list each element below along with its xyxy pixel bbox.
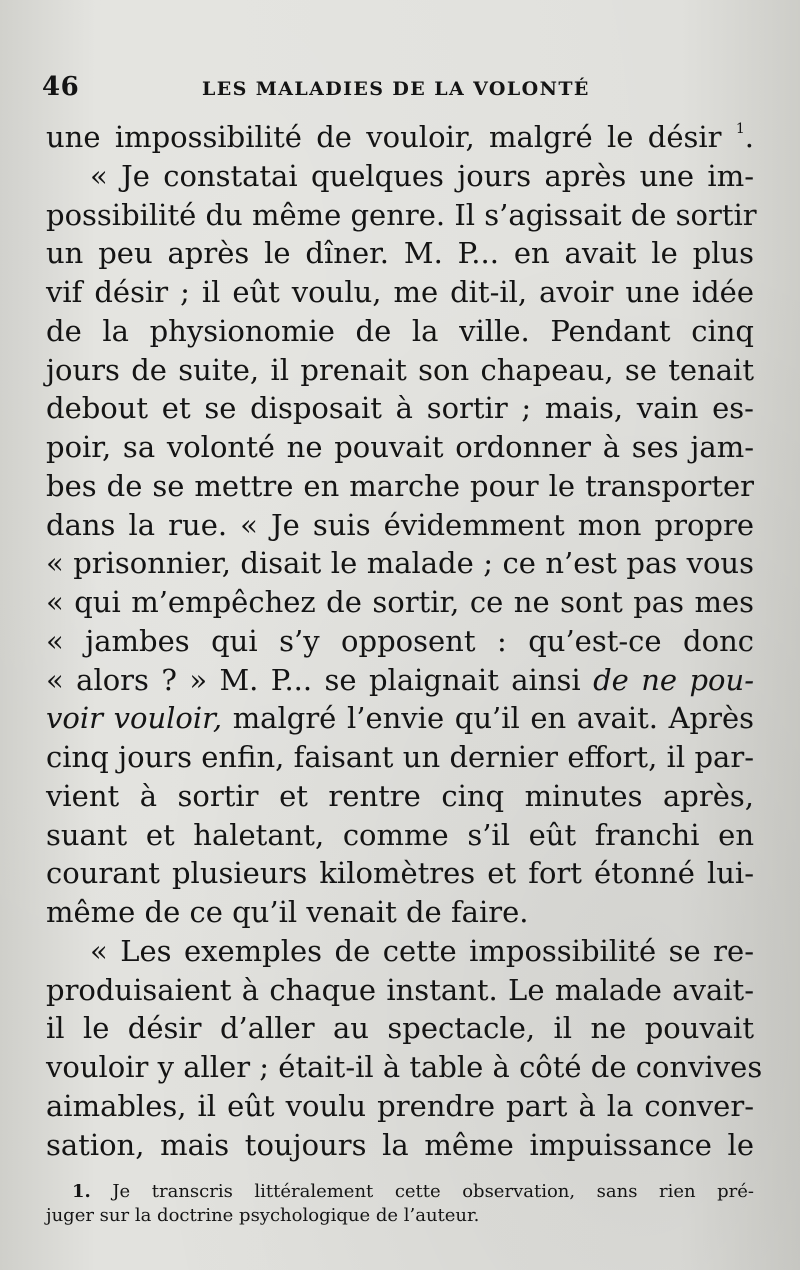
text-line: dans la rue. « Je suis évidemment mon propre: [46, 507, 754, 542]
text-line: une impossibilité de vouloir, malgré le désir $^1$.: [46, 120, 755, 154]
text-line: jours de suite, il prenait son chapeau, se tenait: [46, 352, 754, 387]
text-line: courant plusieurs kilomètres et fort étonné lui-: [46, 856, 754, 891]
text-line: un peu après le dîner. M. P... en avait le plus: [46, 236, 754, 271]
footnote-line: [46, 1180, 754, 1204]
body-text: [46, 118, 763, 1164]
text-line: « Les exemples de cette impossibilité se re-: [90, 933, 754, 968]
text-line: [46, 661, 754, 700]
text-line: produisaient à chaque instant. Le malade avait-: [46, 972, 754, 1007]
page-header: [42, 72, 762, 106]
text-line: vif désir ; il eût voulu, me dit-il, avoir une idée: [46, 275, 754, 309]
italic-phrase: voir vouloir,: [46, 701, 223, 736]
text-line: suant et haletant, comme s’il eût franchi en: [46, 817, 754, 852]
footnote: [46, 1180, 754, 1228]
running-title: LES MALADIES DE LA VOLONTÉ: [202, 78, 590, 100]
text-line: aimables, il eût voulu prendre part à la conver-: [46, 1088, 754, 1123]
text-line: « Je constatai quelques jours après une im-: [90, 158, 754, 193]
text-line: cinq jours enfin, faisant un dernier effort, il par-: [46, 740, 754, 774]
text-line: poir, sa volonté ne pouvait ordonner à ses jam-: [46, 430, 754, 464]
italic-phrase: de ne pou-: [593, 662, 754, 697]
text-line: même de ce qu’il venait de faire.: [46, 895, 529, 929]
text-line: « jambes qui s’y opposent : qu’est-ce donc: [46, 623, 754, 658]
text-line: sation, mais toujours la même impuissance le: [46, 1127, 754, 1162]
page-number: 46: [42, 72, 80, 102]
footnote-number: 1.: [72, 1181, 91, 1202]
text-line: vient à sortir et rentre cinq minutes après,: [46, 778, 754, 813]
footnote-line: juger sur la doctrine psychologique de l’auteur.: [46, 1205, 480, 1226]
text-line: « qui m’empêchez de sortir, ce ne sont pas mes: [46, 585, 754, 619]
text-line: vouloir y aller ; était-il à table à côté de convives: [46, 1050, 763, 1084]
text-line-content: malgré l’envie qu’il en avait. Après: [232, 701, 755, 736]
text-line: « prisonnier, disait le malade ; ce n’est pas vous: [46, 546, 754, 581]
text-line: il le désir d’aller au spectacle, il ne pouvait: [46, 1011, 754, 1046]
text-line: possibilité du même genre. Il s’agissait de sortir: [46, 197, 757, 232]
text-line: [46, 699, 754, 738]
text-line: debout et se disposait à sortir ; mais, vain es-: [46, 391, 754, 426]
text-line: bes de se mettre en marche pour le transporter: [46, 468, 754, 503]
footnote-text: Je transcris littéralement cette observation, sans rien pré-: [112, 1181, 754, 1202]
text-line: de la physionomie de la ville. Pendant cinq: [46, 313, 754, 348]
footnote-marker[interactable]: 1: [735, 121, 745, 137]
text-line-content: une impossibilité de vouloir, malgré le désir: [46, 120, 722, 154]
text-line-content: « alors ? » M. P... se plaignait ainsi: [46, 662, 581, 697]
